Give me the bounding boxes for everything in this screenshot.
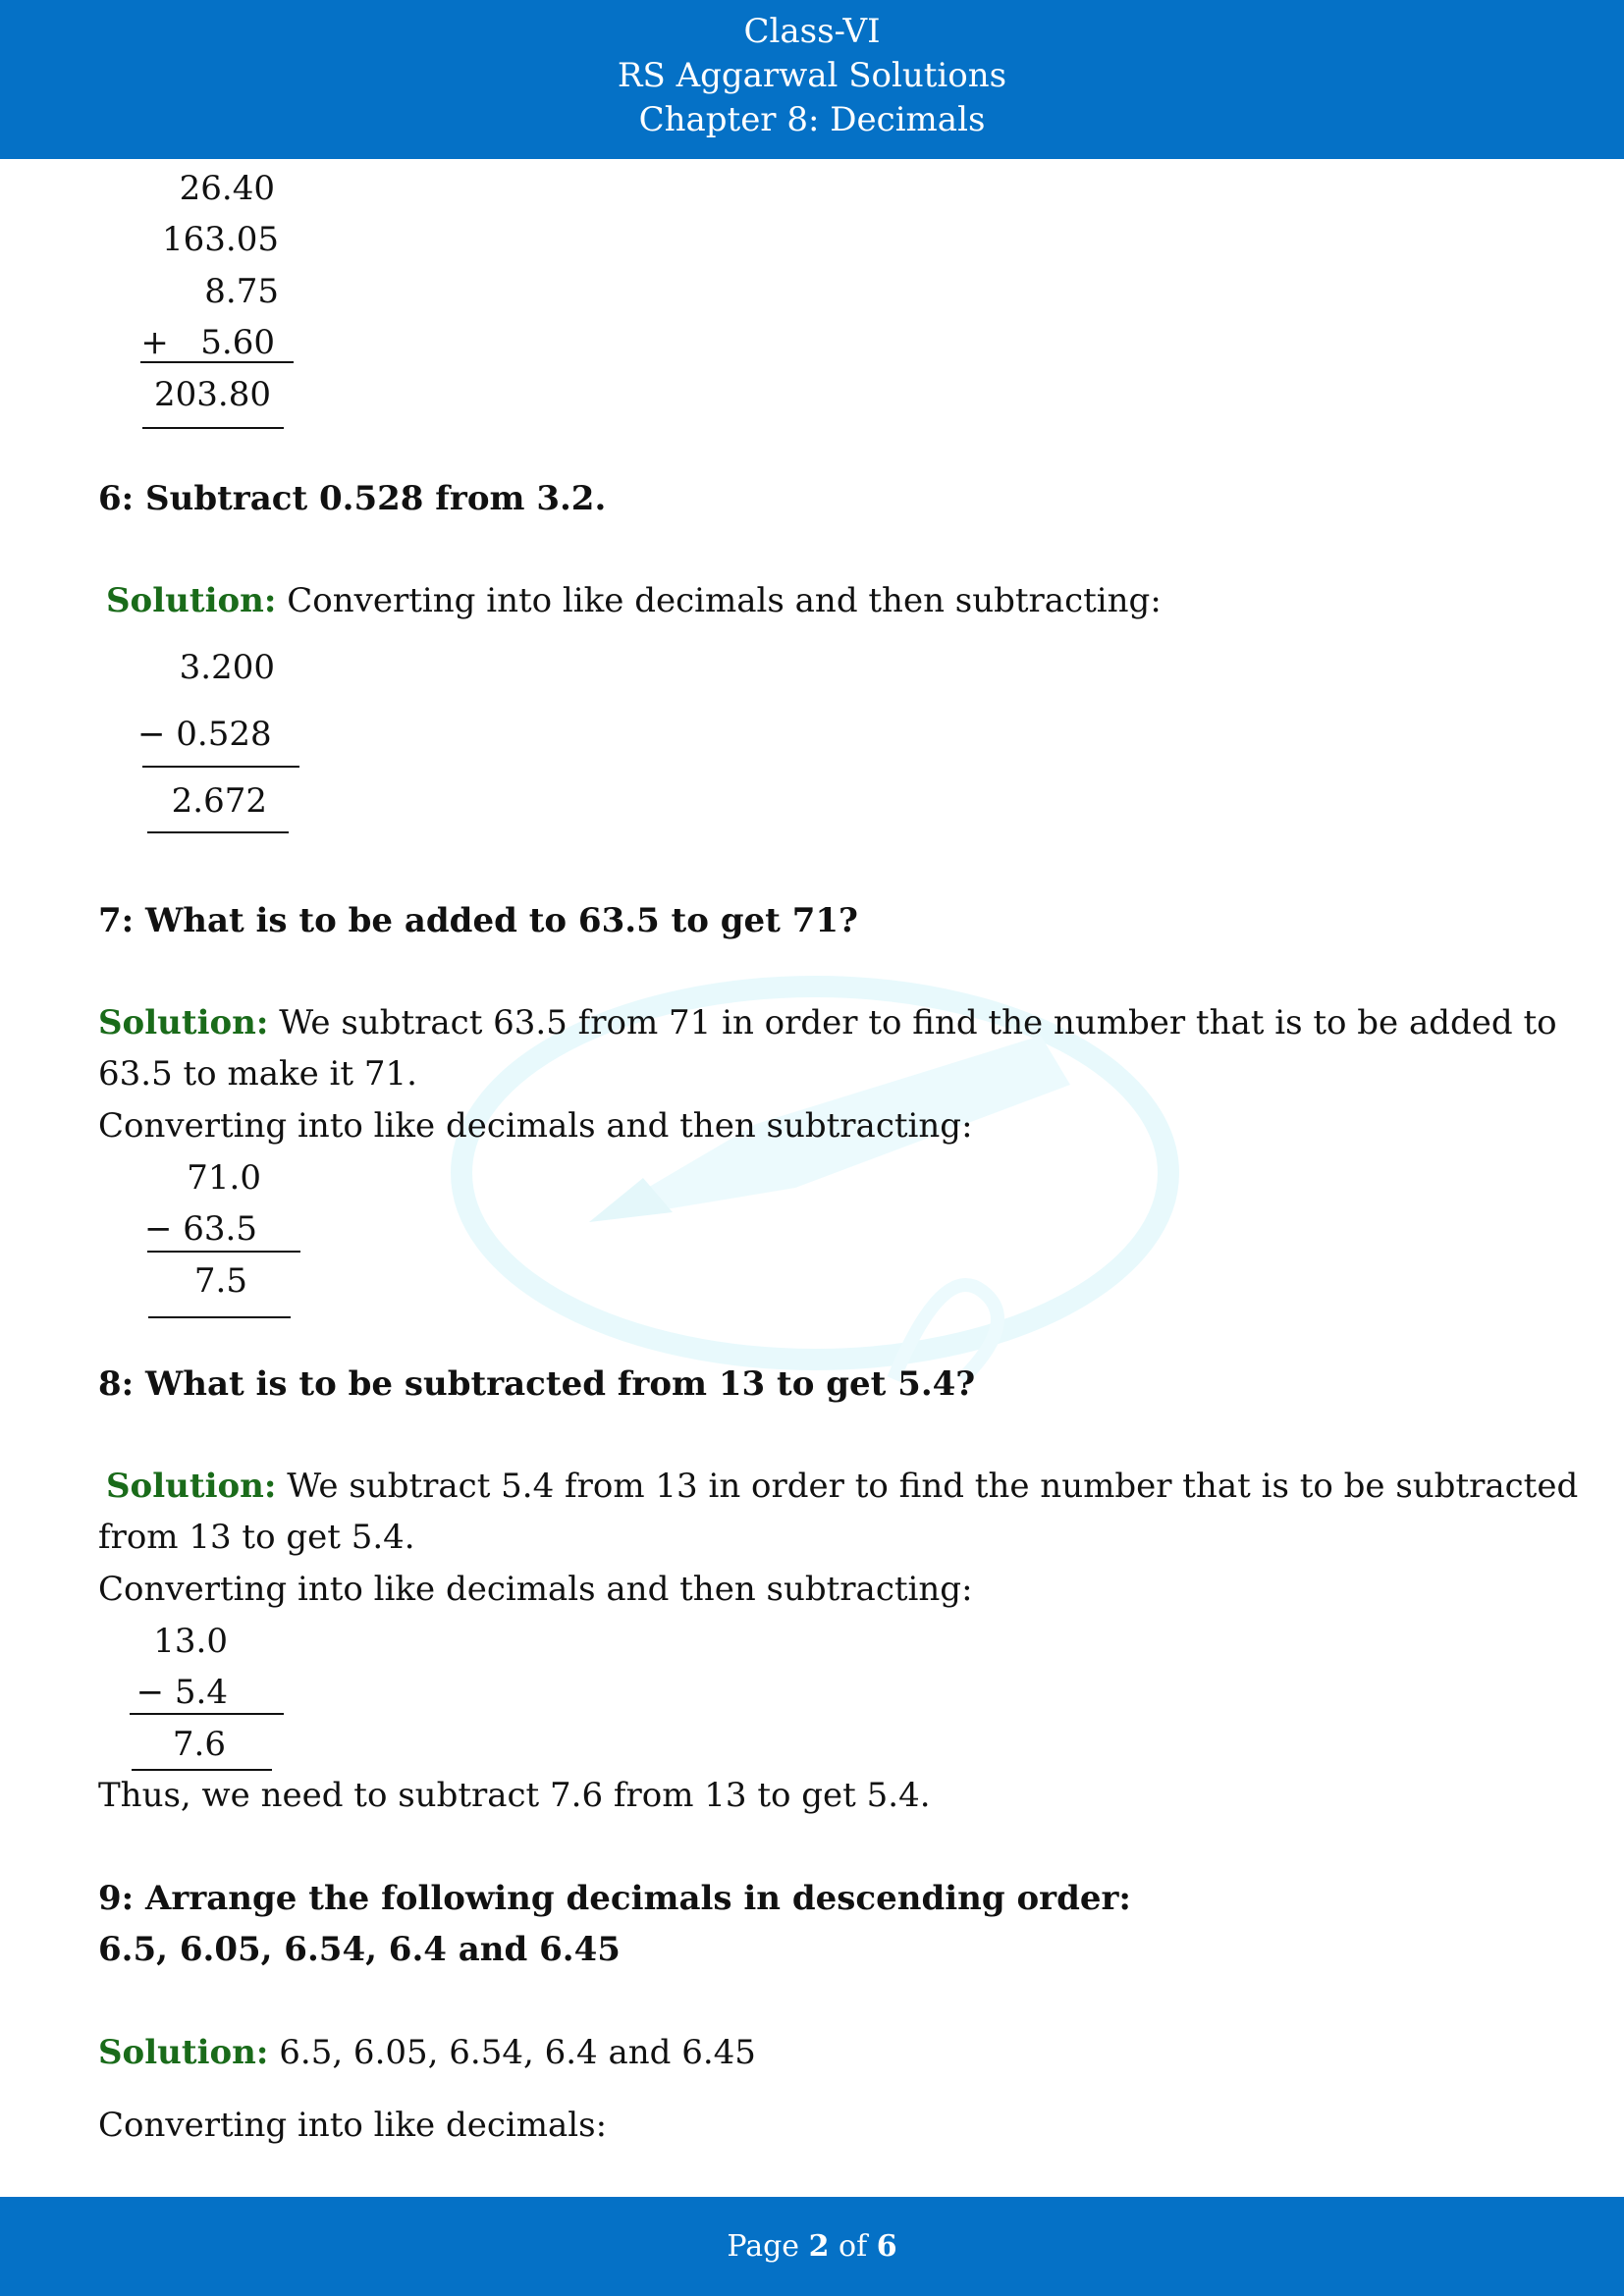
q8-rule-top [130, 1713, 284, 1715]
solution-text: Converting into like decimals and then subtracting: [287, 581, 1162, 620]
sum-rule-bottom [142, 427, 284, 429]
page-word: Page [727, 2229, 800, 2264]
q6-minuend: 3.200 [179, 648, 275, 687]
solution-7-line-3: Converting into like decimals and then subtracting: [98, 1106, 973, 1146]
question-6: 6: Subtract 0.528 from 3.2. [98, 479, 607, 518]
sum-row-4: + 5.60 [140, 323, 275, 362]
conclusion-8: Thus, we need to subtract 7.6 from 13 to get 5.4. [98, 1776, 931, 1815]
page-footer [0, 2197, 1624, 2296]
q8-result: 7.6 [172, 1725, 226, 1764]
solution-8-line-1 [106, 1461, 1578, 1512]
solution-text: We subtract 63.5 from 71 in order to find the number that is to be added to [279, 1003, 1557, 1042]
header-chapter: Chapter 8: Decimals [638, 100, 986, 139]
sum-row-2: 163.05 [162, 220, 279, 259]
q6-subtrahend: − 0.528 [137, 715, 272, 754]
sum-result: 203.80 [154, 375, 271, 414]
q7-minuend: 71.0 [187, 1158, 261, 1198]
solution-label: Solution: [98, 2033, 269, 2072]
sum-row-3: 8.75 [204, 272, 279, 311]
page-header [0, 0, 1624, 159]
q8-subtrahend: − 5.4 [135, 1673, 228, 1712]
solution-8-line-2: from 13 to get 5.4. [98, 1518, 415, 1557]
solution-label: Solution: [106, 581, 277, 620]
question-9-line-1: 9: Arrange the following decimals in descending order: [98, 1879, 1131, 1918]
q6-rule-bottom [147, 831, 289, 833]
question-9-line-2: 6.5, 6.05, 6.54, 6.4 and 6.45 [98, 1930, 621, 1969]
solution-6 [106, 575, 1162, 626]
solution-label: Solution: [98, 1003, 269, 1042]
sum-rule-top [140, 361, 294, 363]
q7-rule-bottom [148, 1316, 291, 1318]
question-8: 8: What is to be subtracted from 13 to get 5.4? [98, 1364, 976, 1404]
solution-8-line-3: Converting into like decimals and then subtracting: [98, 1570, 973, 1609]
solution-7-line-2: 63.5 to make it 71. [98, 1054, 417, 1094]
total-pages-number: 6 [876, 2229, 897, 2264]
header-class: Class-VI [743, 12, 881, 51]
current-page-number: 2 [808, 2229, 830, 2264]
of-word: of [839, 2229, 868, 2264]
solution-7-line-1 [98, 997, 1557, 1048]
question-7: 7: What is to be added to 63.5 to get 71? [98, 901, 858, 940]
sum-row-1: 26.40 [179, 169, 275, 208]
solution-label: Solution: [106, 1467, 277, 1506]
solution-text: 6.5, 6.05, 6.54, 6.4 and 6.45 [279, 2033, 756, 2072]
solution-9 [98, 2027, 756, 2078]
q7-subtrahend: − 63.5 [144, 1209, 257, 1249]
solution-9-line-2: Converting into like decimals: [98, 2106, 608, 2145]
q8-minuend: 13.0 [153, 1622, 228, 1661]
solution-text: We subtract 5.4 from 13 in order to find the number that is to be subtracted [287, 1467, 1579, 1506]
q7-rule-top [147, 1251, 300, 1253]
q6-result: 2.672 [171, 781, 267, 821]
q7-result: 7.5 [193, 1261, 247, 1301]
header-book-title: RS Aggarwal Solutions [617, 56, 1007, 95]
q6-rule-top [142, 766, 299, 768]
